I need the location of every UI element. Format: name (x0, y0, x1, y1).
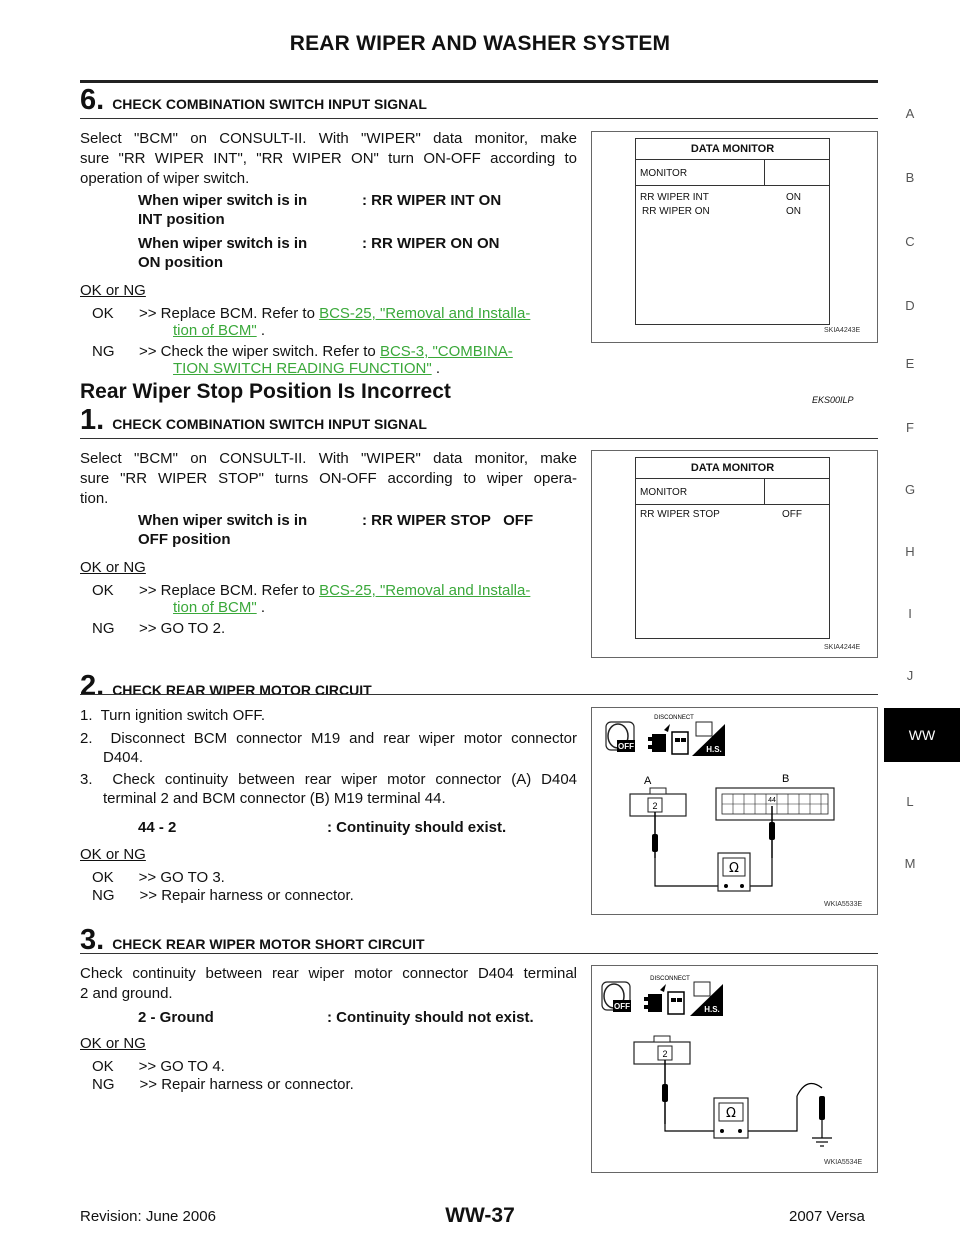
ohm-symbol: Ω (729, 861, 739, 876)
step-6-text-line1: Select "BCM" on CONSULT-II. With "WIPER" data monitor, make (80, 130, 577, 147)
disconnect-connector-icon (648, 715, 694, 754)
side-index-m[interactable]: M (904, 856, 916, 871)
data-monitor-header-row-2 (636, 479, 829, 505)
data-monitor-item-name: RR WIPER STOP (640, 509, 720, 520)
probe-a (652, 834, 658, 852)
step-3-ng: NG >> Repair harness or connector. (92, 1076, 354, 1093)
step-6-result1: : RR WIPER INT ON (362, 192, 502, 209)
side-index-ww-active[interactable] (884, 708, 960, 762)
step-2-rule (80, 694, 878, 695)
side-index-h[interactable]: H (905, 544, 915, 559)
step-2-ok-or-ng: OK or NG (80, 846, 146, 863)
side-index-j[interactable]: J (906, 668, 914, 683)
step-1-ok-text: >> Replace BCM. Refer to (139, 582, 315, 599)
step-2-ok: OK >> GO TO 3. (92, 869, 225, 886)
step-3-rule (80, 953, 878, 954)
data-monitor-monitor-label-2: MONITOR (640, 487, 688, 498)
step-6-ok-or-ng: OK or NG (80, 282, 146, 299)
side-index-l[interactable]: L (906, 794, 914, 809)
step-3-title: CHECK REAR WIPER MOTOR SHORT CIRCUIT (112, 936, 425, 952)
data-monitor-screen-2 (635, 457, 830, 639)
step-3-text-line1: Check continuity between rear wiper motor connector D404 terminal (80, 965, 577, 982)
side-index-e[interactable]: E (905, 356, 915, 371)
connector-a-label: A (644, 775, 652, 787)
step-2-number: 2. (80, 670, 105, 702)
step-1-ok-label: OK (92, 582, 114, 599)
side-index-ww-label: WW (908, 727, 936, 743)
footer-model: 2007 Versa (789, 1208, 865, 1225)
ground-symbol-icon (812, 1138, 832, 1146)
ground-probe (819, 1096, 825, 1120)
figure-code-1: SKIA4243E (824, 327, 861, 334)
step-6-title: CHECK COMBINATION SWITCH INPUT SIGNAL (112, 96, 427, 112)
step-1-rule (80, 438, 878, 439)
data-monitor-screen-1 (635, 138, 830, 325)
side-index-f[interactable]: F (906, 420, 914, 435)
step-6-number: 6. (80, 84, 105, 116)
data-monitor-col-divider-1 (764, 160, 765, 185)
step-1-ok-link-line2[interactable]: tion of BCM" (173, 599, 257, 616)
data-monitor-item-value: ON (786, 206, 801, 217)
step-6-ok-label: OK (92, 305, 114, 322)
step-2-ng: NG >> Repair harness or connector. (92, 887, 354, 904)
step-6-cond1-line1: When wiper switch is in (138, 192, 308, 209)
figure-continuity-check (591, 707, 878, 915)
step-6-cond2-line2: ON position (138, 254, 223, 271)
step-1-text-line1: Select "BCM" on CONSULT-II. With "WIPER" data monitor, make (80, 450, 577, 467)
step-1-ng-label: NG (92, 620, 115, 637)
page-header-title: REAR WIPER AND WASHER SYSTEM (289, 32, 671, 55)
step-1-heading (80, 404, 427, 437)
step-6-result2: : RR WIPER ON ON (362, 235, 500, 252)
connector-pin: 2 (662, 1049, 668, 1059)
data-monitor-title-2: DATA MONITOR (636, 458, 829, 479)
connector-b-label: B (782, 773, 790, 785)
step-6-ok-end: . (260, 322, 266, 339)
data-monitor-item-value: OFF (782, 509, 802, 520)
section-title: Rear Wiper Stop Position Is Incorrect (80, 380, 451, 403)
data-monitor-title-1: DATA MONITOR (636, 139, 829, 160)
step-6-ng-link-line1[interactable]: BCS-3, "COMBINA- (379, 343, 513, 360)
disconnect-label: DISCONNECT (654, 715, 694, 721)
side-index-d[interactable]: D (905, 298, 915, 313)
harness-side-label: H.S. (704, 1005, 720, 1014)
step-1-cond-line2: OFF position (138, 531, 231, 548)
step-3-ok: OK >> GO TO 4. (92, 1058, 225, 1075)
ignition-off-label: OFF (618, 742, 634, 751)
disconnect-label: DISCONNECT (650, 976, 690, 982)
step-2-item-1: 1. Turn ignition switch OFF. (80, 707, 266, 724)
figure-code-4: WKIA5534E (824, 1159, 863, 1166)
step-6-ok-link-line2[interactable]: tion of BCM" (173, 322, 257, 339)
step-2-title: CHECK REAR WIPER MOTOR CIRCUIT (112, 682, 372, 698)
step-6-heading (80, 84, 427, 117)
probe (662, 1084, 668, 1102)
data-monitor-header-row-1 (636, 160, 829, 186)
ignition-off-label: OFF (614, 1002, 630, 1011)
side-index-b[interactable]: B (905, 170, 915, 185)
data-monitor-item-value: ON (786, 192, 801, 203)
figure-short-circuit-check (591, 965, 878, 1173)
data-monitor-monitor-label-1: MONITOR (640, 168, 688, 179)
step-6-text-line2: sure "RR WIPER INT", "RR WIPER ON" turn ON-OFF according to (80, 150, 577, 167)
short-circuit-diagram (592, 966, 877, 1172)
data-monitor-item-name: RR WIPER INT (640, 192, 709, 203)
step-3-result: : Continuity should not exist. (327, 1009, 534, 1026)
section-code: EKS00ILP (812, 395, 854, 405)
step-1-ok-line2 (173, 597, 265, 618)
step-6-cond2-line1: When wiper switch is in (138, 235, 308, 252)
ohm-symbol: Ω (726, 1106, 736, 1121)
step-2-item-2-line2: D404. (103, 749, 144, 766)
step-6-rule (80, 118, 878, 119)
side-index-c[interactable]: C (905, 234, 915, 249)
step-6-text-line3: operation of wiper switch. (80, 170, 250, 187)
footer-page-number: WW-37 (445, 1204, 515, 1227)
step-2-item-2-line1: 2. Disconnect BCM connector M19 and rear wiper motor connector (80, 730, 577, 747)
step-1-ok-link-line1[interactable]: BCS-25, "Removal and Installa- (319, 582, 531, 599)
step-1-ok-or-ng: OK or NG (80, 559, 146, 576)
step-1-text-line2: sure "RR WIPER STOP" turns ON-OFF according to wiper opera- (80, 470, 577, 487)
harness-side-icon (690, 982, 723, 1016)
step-6-ng-link-line2[interactable]: TION SWITCH READING FUNCTION" (173, 360, 432, 377)
step-2-heading (80, 670, 372, 703)
step-2-result: : Continuity should exist. (327, 819, 507, 836)
step-6-ng-line2 (173, 358, 440, 379)
disconnect-connector-icon (644, 976, 690, 1014)
step-3-ok-or-ng: OK or NG (80, 1035, 146, 1052)
step-1-text-line3: tion. (80, 490, 109, 507)
footer-revision: Revision: June 2006 (80, 1208, 216, 1225)
step-3-number: 3. (80, 924, 105, 956)
step-6-ok-line2 (173, 320, 265, 341)
ignition-off-icon (606, 722, 635, 752)
harness-side-icon (692, 722, 725, 756)
data-monitor-item-name: RR WIPER ON (642, 206, 710, 217)
step-1-result: : RR WIPER STOP OFF (362, 512, 534, 529)
step-2-item-3-line1: 3. Check continuity between rear wiper motor connector (A) D404 (80, 771, 577, 788)
step-1-ng-text: >> GO TO 2. (139, 620, 226, 637)
data-monitor-col-divider-2 (764, 479, 765, 504)
step-6-ok-text: >> Replace BCM. Refer to (139, 305, 315, 322)
probe-b (769, 822, 775, 840)
data-monitor-row-1b (636, 206, 829, 220)
step-6-ng-end: . (435, 360, 440, 377)
step-1-cond-line1: When wiper switch is in (138, 512, 308, 529)
data-monitor-row-2a (636, 509, 829, 523)
side-index-i[interactable]: I (908, 606, 912, 621)
data-monitor-row-1a (636, 192, 829, 206)
step-6-ng-text: >> Check the wiper switch. Refer to (139, 343, 376, 360)
step-1-number: 1. (80, 404, 105, 436)
step-1-ok-end: . (260, 599, 266, 616)
connector-a-pin: 2 (652, 801, 658, 811)
step-2-cond: 44 - 2 (138, 819, 177, 836)
step-3-text-line2: 2 and ground. (80, 985, 173, 1002)
harness-side-label: H.S. (706, 745, 722, 754)
figure-data-monitor-2 (591, 450, 878, 658)
step-3-cond: 2 - Ground (138, 1009, 214, 1026)
step-6-ng-label: NG (92, 343, 115, 360)
figure-data-monitor-1 (591, 131, 878, 343)
step-1-title: CHECK COMBINATION SWITCH INPUT SIGNAL (112, 416, 427, 432)
side-index-g[interactable]: G (904, 482, 916, 497)
step-2-item-3-line2: terminal 2 and BCM connector (B) M19 terminal 44. (103, 790, 446, 807)
continuity-check-diagram (592, 708, 877, 914)
step-6-cond1-line2: INT position (138, 211, 225, 228)
ignition-off-icon (602, 982, 631, 1012)
figure-code-3: WKIA5533E (824, 901, 863, 908)
connector-b-pin: 44 (768, 797, 776, 804)
step-6-ok-link-line1[interactable]: BCS-25, "Removal and Installa- (319, 305, 531, 322)
figure-code-2: SKIA4244E (824, 644, 861, 651)
side-index-a[interactable]: A (905, 106, 915, 121)
header-rule (80, 80, 878, 83)
